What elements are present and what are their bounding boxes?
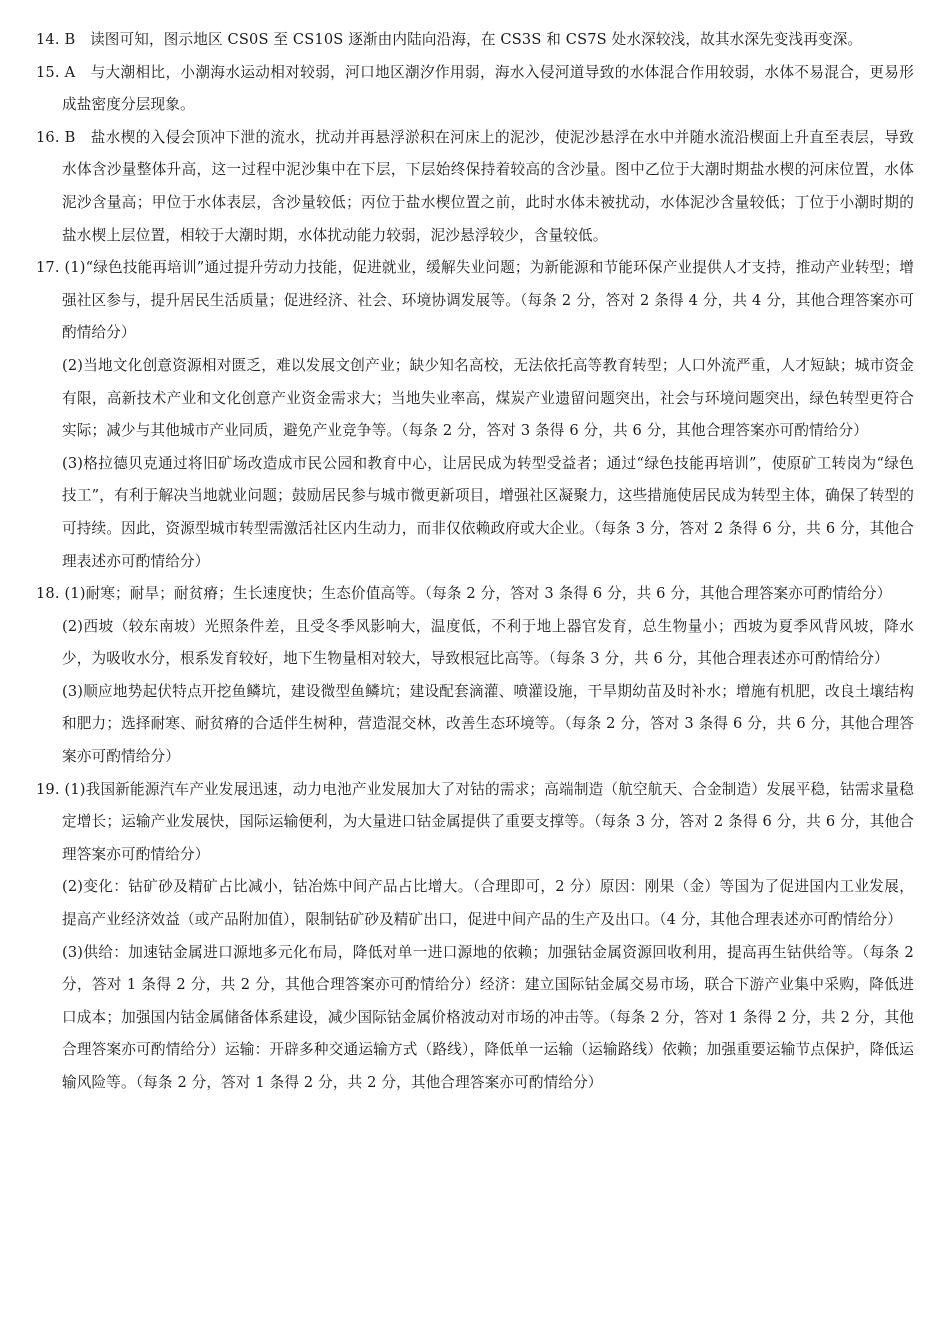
answer-item-19-1 [36,774,914,872]
answer-item-18-2 [36,611,914,676]
answer-item-19-2 [36,871,914,936]
answer-text: (2)变化：钴矿砂及精矿占比减小，钴冶炼中间产品占比增大。（合理即可，2 分）原因：刚果（金）等国为了促进国内工业发展，提高产业经济效益（或产品附加值），限制钴矿砂及精矿出口，促进中间产品的生产及出口。（4 分，其他合理表述亦可酌情给分） [62,878,914,929]
answer-text: 16. B 盐水楔的入侵会顶冲下泄的流水，扰动并再悬浮淤积在河床上的泥沙，使泥沙悬浮在水中并随水流沿楔面上升直至表层，导致水体含沙量整体升高，这一过程中泥沙集中在下层，下层始终保持着较高的含沙量。图中乙位于大潮时期盐水楔的河床位置，水体泥沙含量高；甲位于水体表层，含沙量较低；丙位于盐水楔位置之前，此时水体未被扰动，水体泥沙含量较低；丁位于小潮时期的盐水楔上层位置，相较于大潮时期，水体扰动能力较弱，泥沙悬浮较少，含量较低。 [36,128,914,244]
answer-item-15 [36,57,914,122]
answer-text: (2)当地文化创意资源相对匮乏，难以发展文创产业；缺少知名高校，无法依托高等教育转型；人口外流严重，人才短缺；城市资金有限，高新技术产业和文化创意产业资金需求大；当地失业率高，煤炭产业遗留问题突出，社会与环境问题突出，绿色转型更符合实际；减少与其他城市产业同质，避免产业竞争等。（每条 2 分，答对 3 条得 6 分，共 6 分，其他合理答案亦可酌情给分） [62,356,914,440]
answer-item-18-3 [36,676,914,774]
answer-text: (3)顺应地势起伏特点开挖鱼鳞坑，建设微型鱼鳞坑；建设配套滴灌、喷灌设施，干旱期幼苗及时补水；增施有机肥，改良土壤结构和肥力；选择耐寒、耐贫瘠的合适伴生树种，营造混交林，改善生态环境等。（每条 2 分，答对 3 条得 6 分，共 6 分，其他合理答案亦可酌情给分） [62,682,914,766]
answer-item-18-1 [36,578,914,611]
answer-item-17-2 [36,350,914,448]
answer-text: 15. A 与大潮相比，小潮海水运动相对较弱，河口地区潮汐作用弱，海水入侵河道导致的水体混合作用较弱，水体不易混合，更易形成盐密度分层现象。 [36,63,914,114]
answer-item-17-3 [36,448,914,578]
answer-item-17-1 [36,252,914,350]
answer-text: 19. (1)我国新能源汽车产业发展迅速，动力电池产业发展加大了对钴的需求；高端制造（航空航天、合金制造）发展平稳，钴需求量稳定增长；运输产业发展快，国际运输便利，为大量进口钴金属提供了重要支撑等。（每条 3 分，答对 2 条得 6 分，共 6 分，其他合理答案亦可酌情给分） [36,780,914,863]
answer-text: 14. B 读图可知，图示地区 CS0S 至 CS10S 逐渐由内陆向沿海，在 CS3S 和 CS7S 处水深较浅，故其水深先变浅再变深。 [36,31,863,48]
answer-text: (2)西坡（较东南坡）光照条件差，且受冬季风影响大，温度低，不利于地上器官发育，总生物量小；西坡为夏季风背风坡，降水少，为吸收水分，根系发育较好，地下生物量相对较大，导致根冠比高等。（每条 3 分，共 6 分，其他合理表述亦可酌情给分） [62,617,914,668]
answer-text: (3)格拉德贝克通过将旧矿场改造成市民公园和教育中心，让居民成为转型受益者；通过“绿色技能再培训”，使原矿工转岗为“绿色技工”，有利于解决当地就业问题；鼓励居民参与城市微更新项目，增强社区凝聚力，这些措施使居民成为转型主体，确保了转型的可持续。因此，资源型城市转型需激活社区内生动力，而非仅依赖政府或大企业。（每条 3 分，答对 2 条得 6 分，共 6 分，其他合理表述亦可酌情给分） [62,454,914,570]
answer-item-14 [36,24,914,57]
answer-item-16 [36,122,914,252]
answer-text: 18. (1)耐寒；耐旱；耐贫瘠；生长速度快；生态价值高等。（每条 2 分，答对 3 条得 6 分，共 6 分，其他合理答案亦可酌情给分） [36,585,892,603]
answer-text: 17. (1)“绿色技能再培训”通过提升劳动力技能，促进就业，缓解失业问题；为新能源和节能环保产业提供人才支持，推动产业转型；增强社区参与，提升居民生活质量；促进经济、社会、环境协调发展等。（每条 2 分，答对 2 条得 4 分，共 4 分，其他合理答案亦可酌情给分） [36,259,914,342]
answer-item-19-3 [36,937,914,1100]
answer-text: (3)供给：加速钴金属进口源地多元化布局，降低对单一进口源地的依赖；加强钴金属资源回收利用，提高再生钴供给等。（每条 2 分，答对 1 条得 2 分，共 2 分，其他合理答案亦可酌情给分）经济：建立国际钴金属交易市场，联合下游产业集中采购，降低进口成本；加强国内钴金属储备体系建设，减少国际钴金属价格波动对市场的冲击等。（每条 2 分，答对 1 条得 2 分，共 2 分，其他合理答案亦可酌情给分）运输：开辟多种交通运输方式（路线），降低单一运输（运输路线）依赖；加强重要运输节点保护，降低运输风险等。（每条 2 分，答对 1 条得 2 分，共 2 分，其他合理答案亦可酌情给分） [62,943,914,1091]
